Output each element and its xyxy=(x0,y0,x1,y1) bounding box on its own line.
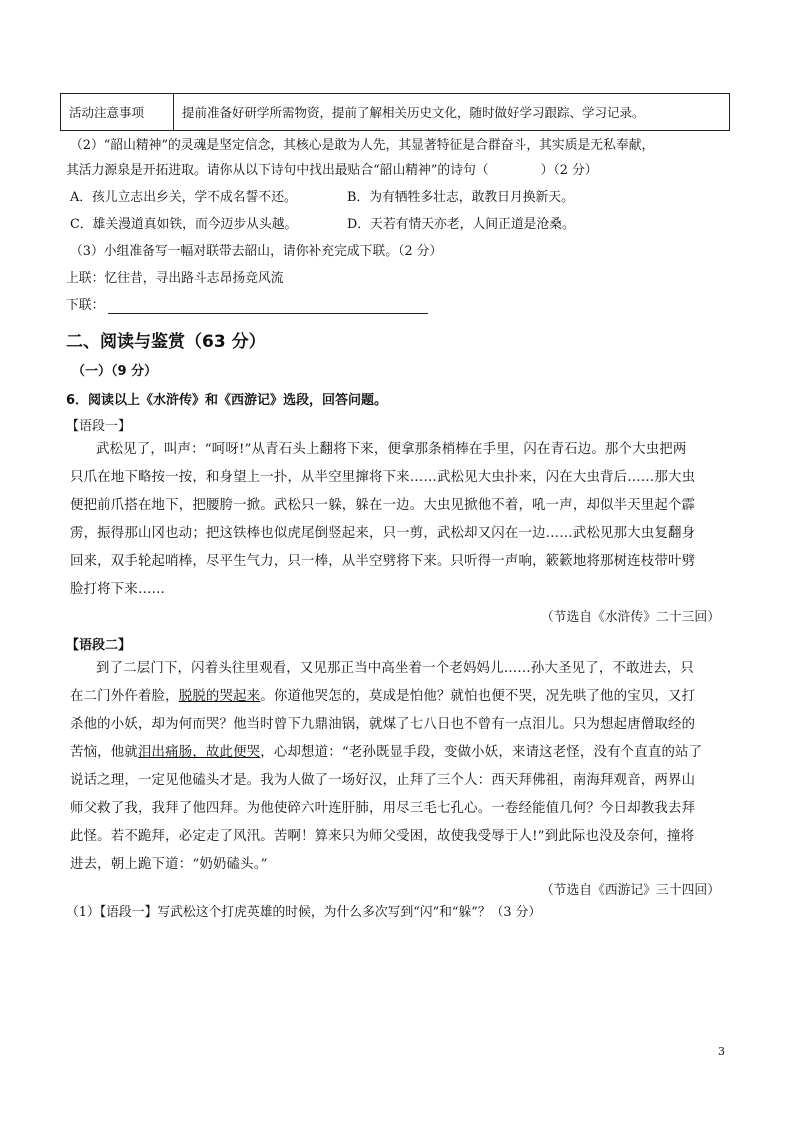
subsection-title: （一）（9 分） xyxy=(72,364,158,379)
passage2-text-span: 。你道他哭怎的，莫成是怕他？就怕也便不哭，况先哄了他的宝贝，又打 xyxy=(260,689,696,704)
passage2-line xyxy=(70,683,730,711)
q2-option-c: C．雄关漫道真如铁，而今迈步从头越。 xyxy=(70,217,298,232)
q2-option-b: B．为有牺牲多壮志，敢教日月换新天。 xyxy=(347,190,574,205)
passage1-line: 只爪在地下略按一按，和身望上一扑，从半空里撺将下来……武松见大虫扑来，闪在大虫背后……那大虫 xyxy=(70,470,696,485)
notice-table xyxy=(60,93,730,131)
q2-stem-line2 xyxy=(66,163,598,179)
passage1-source: （节选自《水浒传》二十三回） xyxy=(540,610,720,625)
passage1-line: 回来，双手轮起哨棒，尽平生气力，只一棒，从半空劈将下来。只听得一声响，簌簌地将那树连枝带叶劈 xyxy=(70,554,696,569)
passage1-line: 雳，振得那山冈也动；把这铁棒也似虎尾倒竖起来，只一剪，武松却又闪在一边……武松见那大虫复翻身 xyxy=(70,526,696,541)
passage2-underlined-phrase: 脱脱的哭起来 xyxy=(178,689,261,704)
passage2-text-span: ，心却想道：“老孙既显手段，变做小妖，来请这老怪，没有个直直的站了 xyxy=(260,745,703,760)
passage2-label: 【语段二】 xyxy=(66,638,132,653)
q3-upper-couplet: 上联：忆往昔，寻出路斗志昂扬竞风流 xyxy=(66,271,284,286)
passage2-line: 进去，朝上跪下道：“奶奶磕头。” xyxy=(70,857,268,872)
passage1-line: 便把前爪搭在地下，把腰胯一掀。武松只一躲，躲在一边。大虫见掀他不着，吼一声，却似半天里起个霹 xyxy=(70,498,696,513)
passage2-line: 师父救了我，我拜了他四拜。为他使碎六叶连肝肺，用尽三毛七孔心。一卷经能值几何？今日却教我去拜 xyxy=(70,801,696,816)
passage2-text xyxy=(70,655,730,879)
passage1-text xyxy=(70,436,730,604)
passage2-line: 杀他的小妖，却为何而哭？他当时曾下九鼎油锅，就煤了七八日也不曾有一点泪儿。只为想起唐僧取经的 xyxy=(70,717,696,732)
notice-value: 提前准备好研学所需物资，提前了解相关历史文化，随时做好学习跟踪、学习记录。 xyxy=(182,105,645,120)
passage1-label: 【语段一】 xyxy=(66,419,132,434)
q2-option-a: A．孩儿立志出乡关，学不成名誓不还。 xyxy=(70,190,297,205)
passage1-line: 脸打将下来…… xyxy=(70,582,166,597)
q2-option-d: D．天若有情天亦老，人间正道是沧桑。 xyxy=(347,217,575,232)
question-1-stem: （1）【语段一】写武松这个打虎英雄的时候，为什么多次写到“闪”和“躲”？（3 分） xyxy=(66,905,542,920)
notice-label: 活动注意事项 xyxy=(61,94,174,130)
passage2-line xyxy=(70,739,730,767)
passage2-text-span: 在二门外仵着脸， xyxy=(70,689,179,704)
passage2-line: 到了二层门下，闪着头往里观看，又见那正当中高坐着一个老妈妈儿……孙大圣见了，不敢进去，只 xyxy=(96,661,694,676)
passage2-line: 说话之理，一定见他磕头才是。我为人做了一场好汉，止拜了三个人：西天拜佛祖，南海拜观音，两界山 xyxy=(70,773,696,788)
q3-answer-line[interactable] xyxy=(108,299,428,314)
q3-lower-couplet xyxy=(66,298,428,314)
page-number: 3 xyxy=(718,1045,725,1058)
q3-lower-label: 下联： xyxy=(66,298,105,313)
passage2-source: （节选自《西游记》三十四回） xyxy=(540,883,720,898)
passage2-text-span: 苦恼，他就 xyxy=(70,745,138,760)
passage2-underlined-phrase: 泪出痛肠，故此便哭 xyxy=(137,745,261,760)
q2-stem-line2-a: 其活力源泉是开拓进取。请你从以下诗句中找出最贴合“韶山精神”的诗句（ xyxy=(66,163,489,178)
passage1-line: 武松见了，叫声：“呵呀!”从青石头上翻将下来，便拿那条梢棒在手里，闪在青石边。那个大虫把两 xyxy=(96,442,687,457)
q2-stem-line2-b: ）（2 分） xyxy=(540,163,598,178)
passage2-line: 此怪。若不跪拜，必定走了风汛。苦啊！算来只为师父受困，故使我受辱于人!”到此际也没及奈何，撞将 xyxy=(70,829,695,844)
section-title: 二、阅读与鉴赏（63 分） xyxy=(66,332,266,352)
q3-stem: （3）小组准备写一幅对联带去韶山，请你补充完成下联。（2 分） xyxy=(70,244,443,259)
question-6-stem: 6．阅读以上《水浒传》和《西游记》选段，回答问题。 xyxy=(66,393,388,408)
q2-stem-line1: （2）“韶山精神”的灵魂是坚定信念，其核心是敢为人先，其显著特征是合群奋斗，其实质是无私奉献， xyxy=(70,138,655,153)
